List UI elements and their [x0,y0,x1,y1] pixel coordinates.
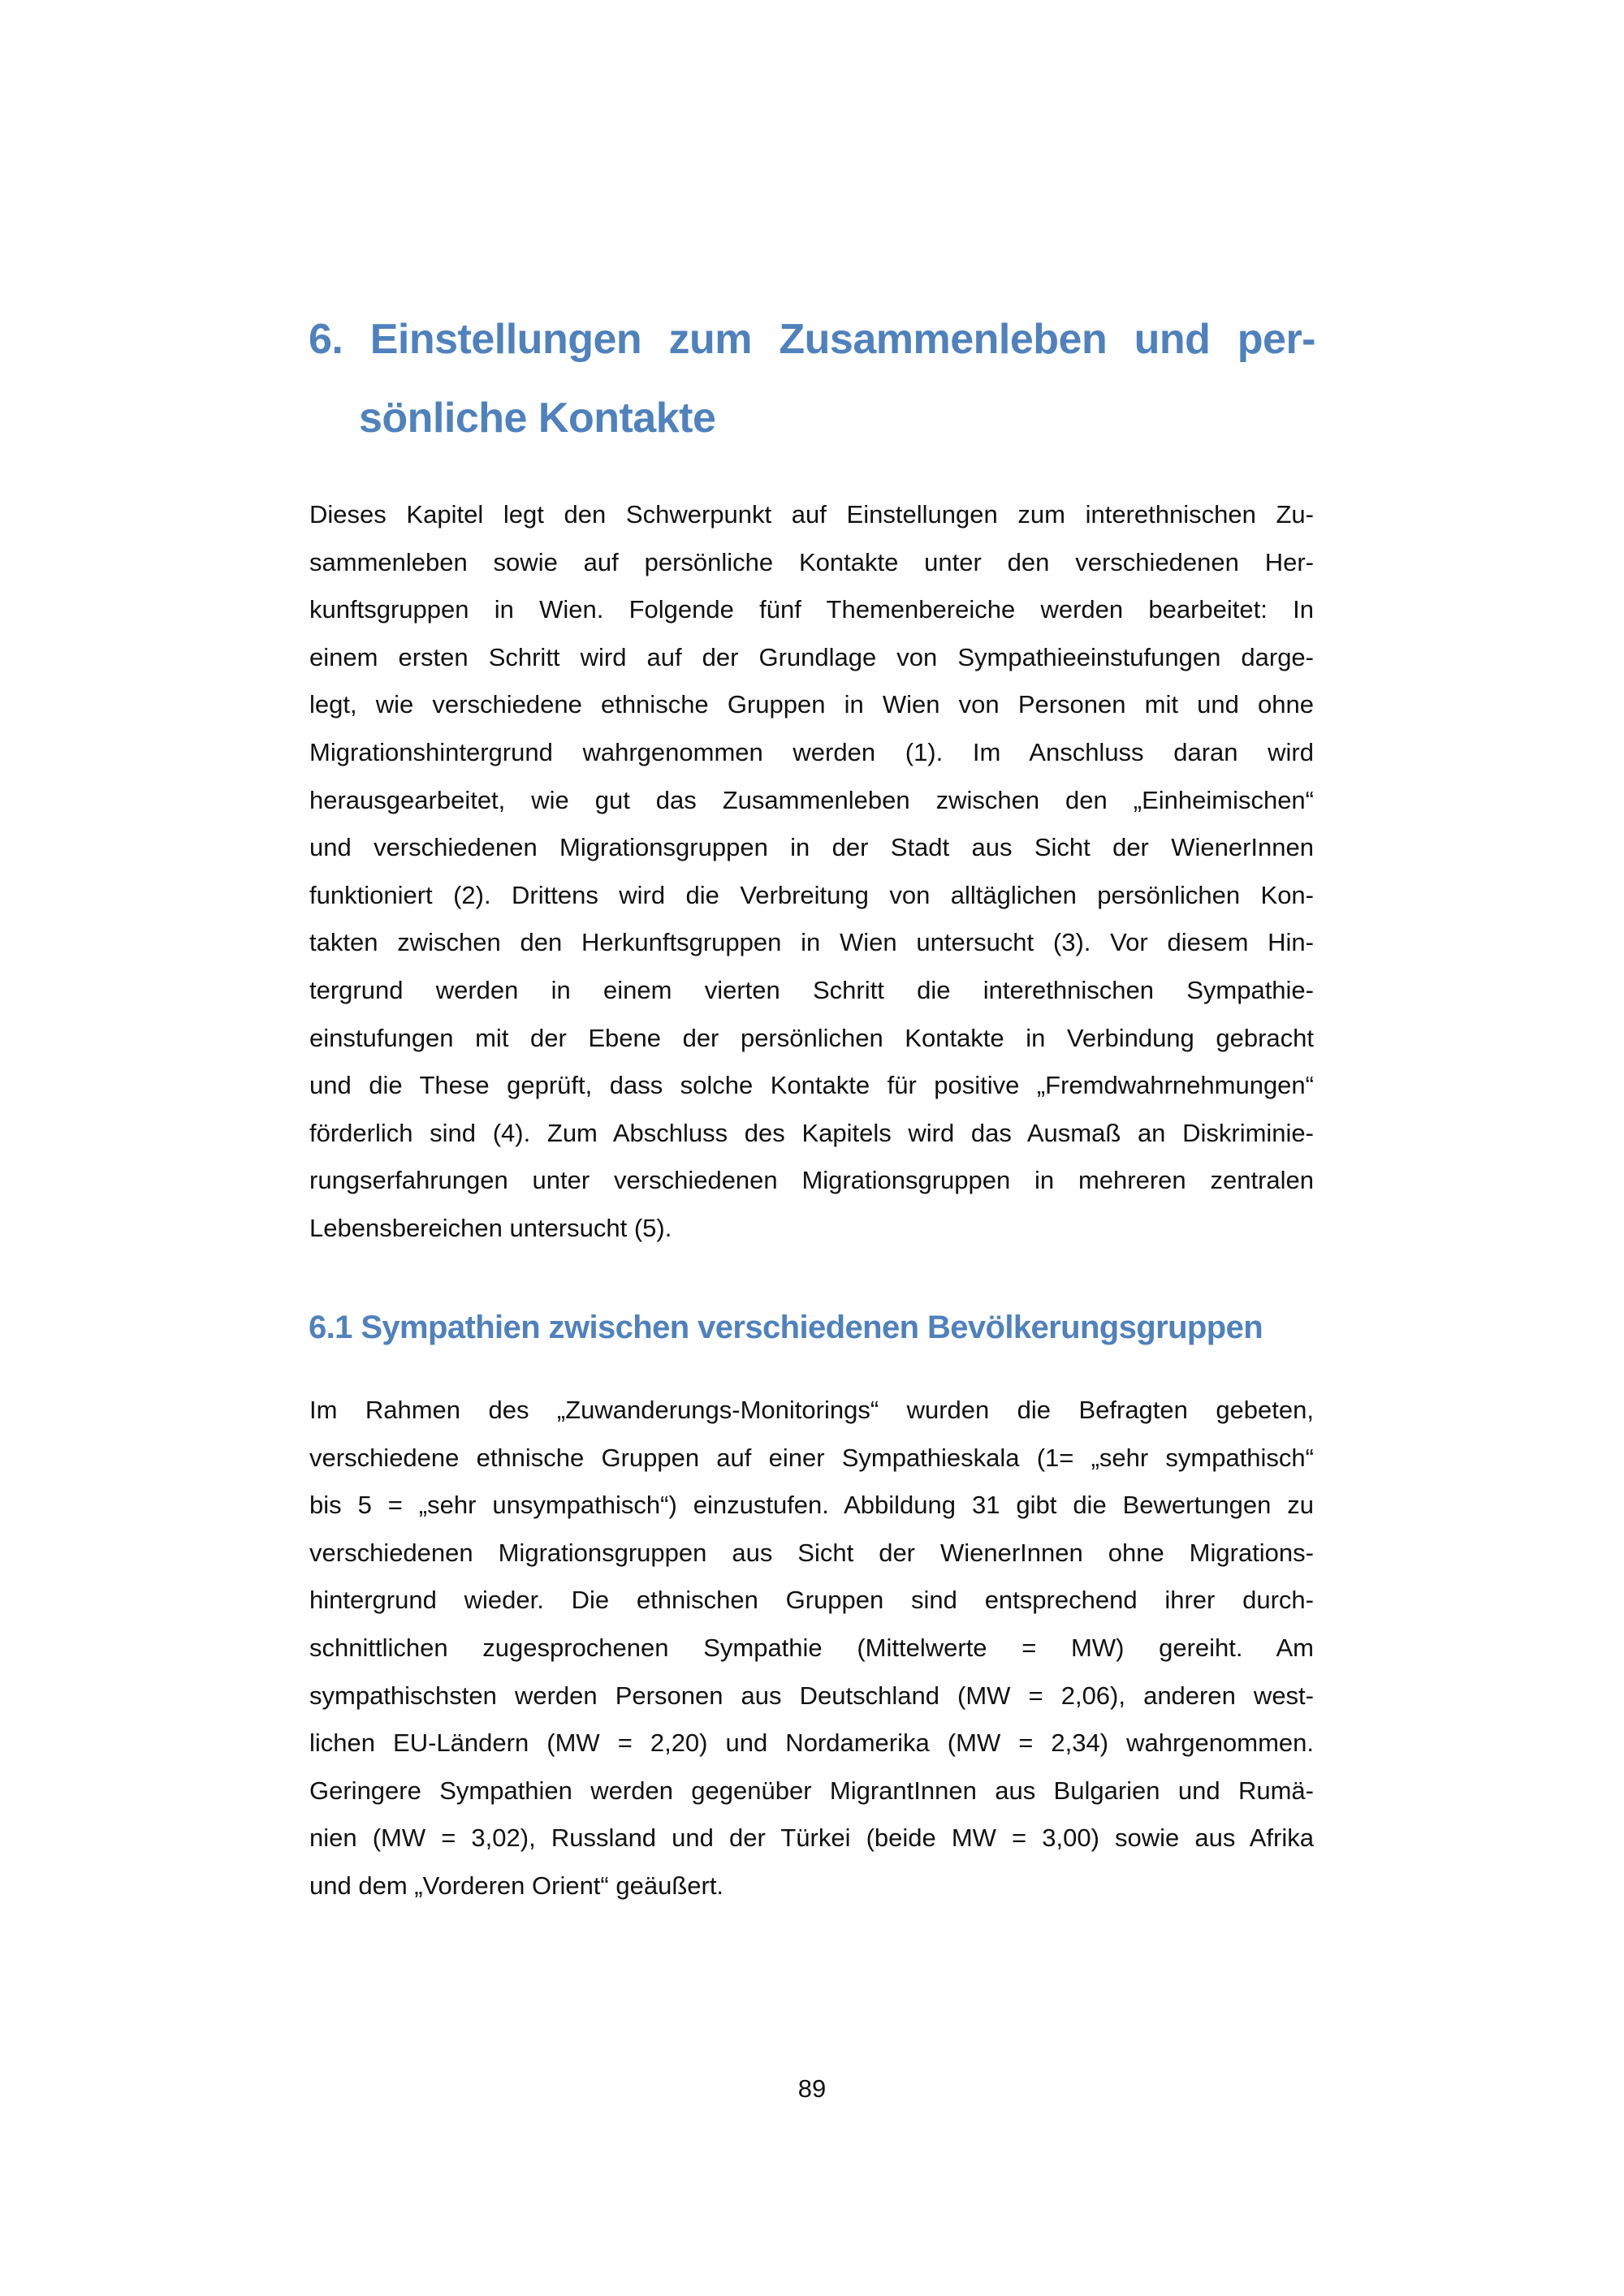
chapter-heading-line: sönliche Kontakte [359,395,716,442]
text-line: hintergrund wieder. Die ethnischen Gruppen sind entsprechend ihrer durch- [309,1586,1314,1615]
text-line: tergrund werden in einem vierten Schritt die interethnischen Sympathie- [309,975,1314,1004]
text-line: einstufungen mit der Ebene der persönlichen Kontakte in Verbindung gebracht [309,1023,1314,1052]
text-line: schnittlichen zugesprochenen Sympathie (Mittelwerte = MW) gereiht. Am [309,1633,1314,1662]
text-line: Lebensbereichen untersucht (5). [309,1213,672,1242]
text-line: einem ersten Schritt wird auf der Grundlage von Sympathieeinstufungen darge- [309,642,1314,671]
text-line: und verschiedenen Migrationsgruppen in der Stadt aus Sicht der WienerInnen [309,833,1314,862]
text-line: sammenleben sowie auf persönliche Kontakte unter den verschiedenen Her- [309,547,1314,576]
text-line: herausgearbeitet, wie gut das Zusammenleben zwischen den „Einheimischen“ [309,785,1314,814]
text-line: lichen EU-Ländern (MW = 2,20) und Nordamerika (MW = 2,34) wahrgenommen. [309,1728,1314,1758]
text-line: legt, wie verschiedene ethnische Gruppen in Wien von Personen mit und ohne [309,690,1314,719]
text-line: takten zwischen den Herkunftsgruppen in Wien untersucht (3). Vor diesem Hin- [309,928,1314,957]
text-line: Geringere Sympathien werden gegenüber MigrantInnen aus Bulgarien und Rumä- [309,1776,1314,1805]
text-line: Dieses Kapitel legt den Schwerpunkt auf Einstellungen zum interethnischen Zu- [309,500,1314,529]
text-line: förderlich sind (4). Zum Abschluss des Kapitels wird das Ausmaß an Diskriminie- [309,1118,1314,1147]
chapter-heading [309,300,1315,458]
text-line: nien (MW = 3,02), Russland und der Türkei (beide MW = 3,00) sowie aus Afrika [309,1823,1314,1853]
text-line: funktioniert (2). Drittens wird die Verbreitung von alltäglichen persönlichen Kon- [309,880,1314,909]
text-line: und dem „Vorderen Orient“ geäußert. [309,1871,724,1900]
text-line: rungserfahrungen unter verschiedenen Migrationsgruppen in mehreren zentralen [309,1166,1314,1195]
intro-paragraph [309,491,1314,1253]
chapter-heading-line: 6. Einstellungen zum Zusammenleben und per- [309,316,1315,363]
text-line: sympathischsten werden Personen aus Deutschland (MW = 2,06), anderen west- [309,1681,1314,1710]
text-line: Im Rahmen des „Zuwanderungs-Monitorings“ wurden die Befragten gebeten, [309,1396,1314,1424]
text-line: kunftsgruppen in Wien. Folgende fünf Themenbereiche werden bearbeitet: In [309,595,1314,624]
text-line: Migrationshintergrund wahrgenommen werden (1). Im Anschluss daran wird [309,737,1314,766]
page-number: 89 [797,2074,827,2103]
text-line: verschiedene ethnische Gruppen auf einer Sympathieskala (1= „sehr sympathisch“ [309,1443,1314,1472]
text-line: verschiedenen Migrationsgruppen aus Sicht der WienerInnen ohne Migrations- [309,1538,1314,1567]
text-line: bis 5 = „sehr unsympathisch“) einzustufen. Abbildung 31 gibt die Bewertungen zu [309,1491,1314,1520]
section-paragraph [309,1387,1314,1910]
text-line: und die These geprüft, dass solche Kontakte für positive „Fremdwahrnehmungen“ [309,1071,1314,1100]
section-heading: 6.1 Sympathien zwischen verschiedenen Bevölkerungsgruppen [309,1310,1263,1345]
